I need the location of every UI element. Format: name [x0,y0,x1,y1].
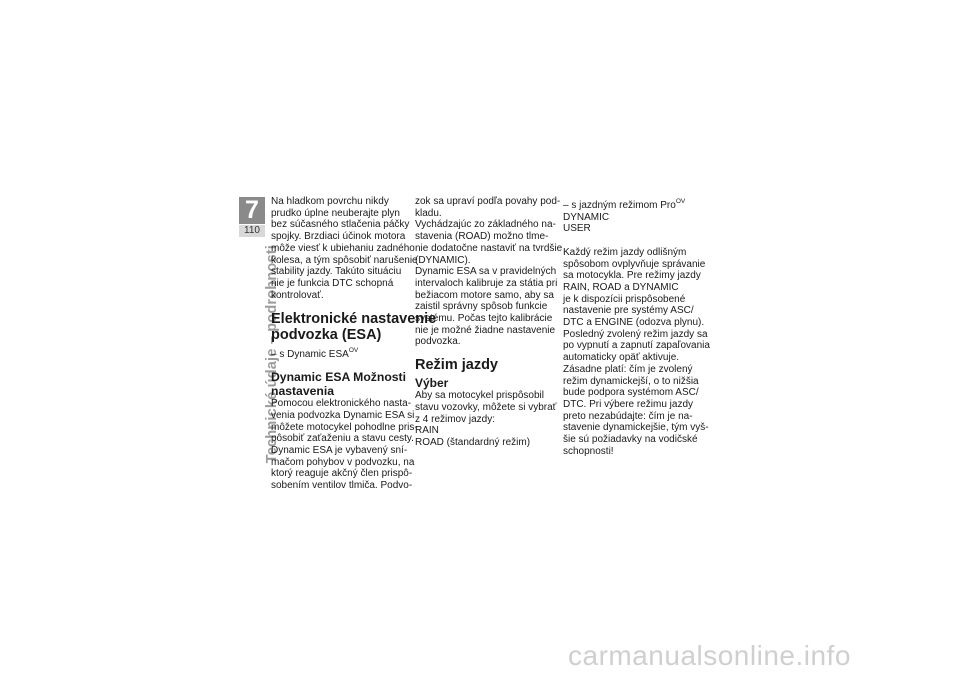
text-line: schopnosti! [563,445,614,457]
mode-rain: RAIN [415,425,439,437]
text-line: Pomocou elektronického nasta- [271,398,412,410]
side-section-title: Technické údaje – podrobnosti [264,245,280,464]
text-line: pôsobiť zaťaženiu a stavu cesty. [271,433,414,445]
body-paragraph [271,398,418,492]
body-paragraph [415,196,563,348]
section-heading-esa [271,311,437,344]
option-note [563,196,703,212]
mode-user: USER [563,223,591,235]
text-line: nie dodatočne nastaviť na tvrdšie [415,242,563,254]
subsection-heading-esa-options [271,371,413,398]
text-line: Dynamic ESA sa v pravidelných [415,266,557,278]
text-line: Na hladkom povrchu nikdy [271,196,389,207]
mode-list [563,212,703,235]
option-text: – s Dynamic ESA [271,349,349,361]
heading-line: podvozka (ESA) [271,327,382,344]
text-line: kolesa, a tým spôsobiť narušenie [271,254,418,266]
text-line: zaistil správny spôsob funkcie [415,301,548,313]
paragraph-spacer [563,235,703,247]
selection-paragraph [415,390,557,449]
text-line: Každý režim jazdy odlišným [563,246,687,258]
text-line: Dynamic ESA je vybavený sní- [271,445,408,457]
mode-dynamic: DYNAMIC [563,211,610,223]
text-line: DTC a ENGINE (odozva plynu). [563,317,705,329]
text-line: (DYNAMIC). [415,254,471,266]
text-line: Aby sa motocykel prispôsobil [415,390,544,402]
text-line: DTC. Pri výbere režimu jazdy [563,398,694,410]
text-line: z 4 režimov jazdy: [415,413,496,425]
text-line: ktorý reaguje akčný člen prispô- [271,468,413,480]
text-line: môže viesť k ubiehaniu zadného [271,242,415,254]
text-line: RAIN, ROAD a DYNAMIC [563,281,679,293]
text-line: systému. Počas tejto kalibrácie [415,313,553,325]
text-line: kontrolovať. [271,289,324,301]
page-number: 110 [239,225,265,237]
intro-paragraph [271,196,418,301]
text-line: prudko úplne neuberajte plyn [271,207,400,219]
text-line: spojky. Brzdiaci účinok motora [271,231,406,243]
text-line: bežiacom motore samo, aby sa [415,289,554,301]
text-line: zok sa upraví podľa povahy pod- [415,196,561,207]
text-line: sobením ventilov tlmiča. Podvo- [271,480,413,492]
column-2 [415,196,563,449]
text-line: stavenia (ROAD) možno tlme- [415,231,549,243]
text-line: stavu vozovky, môžete si vybrať [415,401,557,413]
option-marker: OV [348,347,359,355]
text-line: po vypnutí a zapnutí zapaľovania [563,340,710,352]
body-paragraph [563,246,710,458]
chapter-number: 7 [239,197,265,224]
chapter-marker [239,197,265,237]
text-line: režim dynamickejší, o to nižšia [563,375,699,387]
subsection-heading-selection: Výber [415,376,449,391]
heading-line: Elektronické nastavenie [271,311,437,328]
section-heading-ride-mode: Režim jazdy [415,357,498,374]
text-line: kladu. [415,207,442,219]
option-text: – s jazdným režimom Pro [563,200,676,211]
text-line: Posledný zvolený režim jazdy sa [563,328,708,340]
text-line: nie je možné žiadne nastavenie [415,324,556,336]
text-line: mačom pohybov v podvozku, na [271,456,415,468]
text-line: automaticky opäť aktivuje. [563,352,680,364]
watermark: carmanualsonline.info [568,640,851,671]
text-line: preto nezabúdajte: čím je na- [563,410,693,422]
column-3 [563,196,710,457]
text-line: Vychádzajúc zo základného na- [415,219,556,231]
option-marker: OV [675,198,686,205]
text-line: spôsobom ovplyvňuje správanie [563,258,706,270]
option-note [271,345,413,361]
text-line: stability jazdy. Takúto situáciu [271,266,402,278]
text-line: bez súčasného stlačenia páčky [271,219,410,231]
text-line: Zásadne platí: čím je zvolený [563,363,693,375]
text-line: intervaloch kalibruje za státia pri [415,277,558,289]
text-line: je k dispozícii prispôsobené [563,293,686,305]
heading-line: Dynamic ESA Možnosti [271,370,406,385]
mode-road: ROAD (štandardný režim) [415,436,531,448]
text-line: nastavenie pre systémy ASC/ [563,305,694,317]
text-line: stavenie dynamickejšie, tým vyš- [563,422,709,434]
text-line: bude podpora systémom ASC/ [563,387,699,399]
text-line: nie je funkcia DTC schopná [271,277,394,289]
text-line: šie sú požiadavky na vodičské [563,434,698,446]
text-line: sa motocykla. Pre režimy jazdy [563,270,701,282]
text-line: venia podvozka Dynamic ESA si [271,409,415,421]
heading-line: nastavenia [271,383,335,398]
text-line: môžete motocykel pohodlne pris- [271,421,418,433]
text-line: podvozka. [415,336,461,348]
